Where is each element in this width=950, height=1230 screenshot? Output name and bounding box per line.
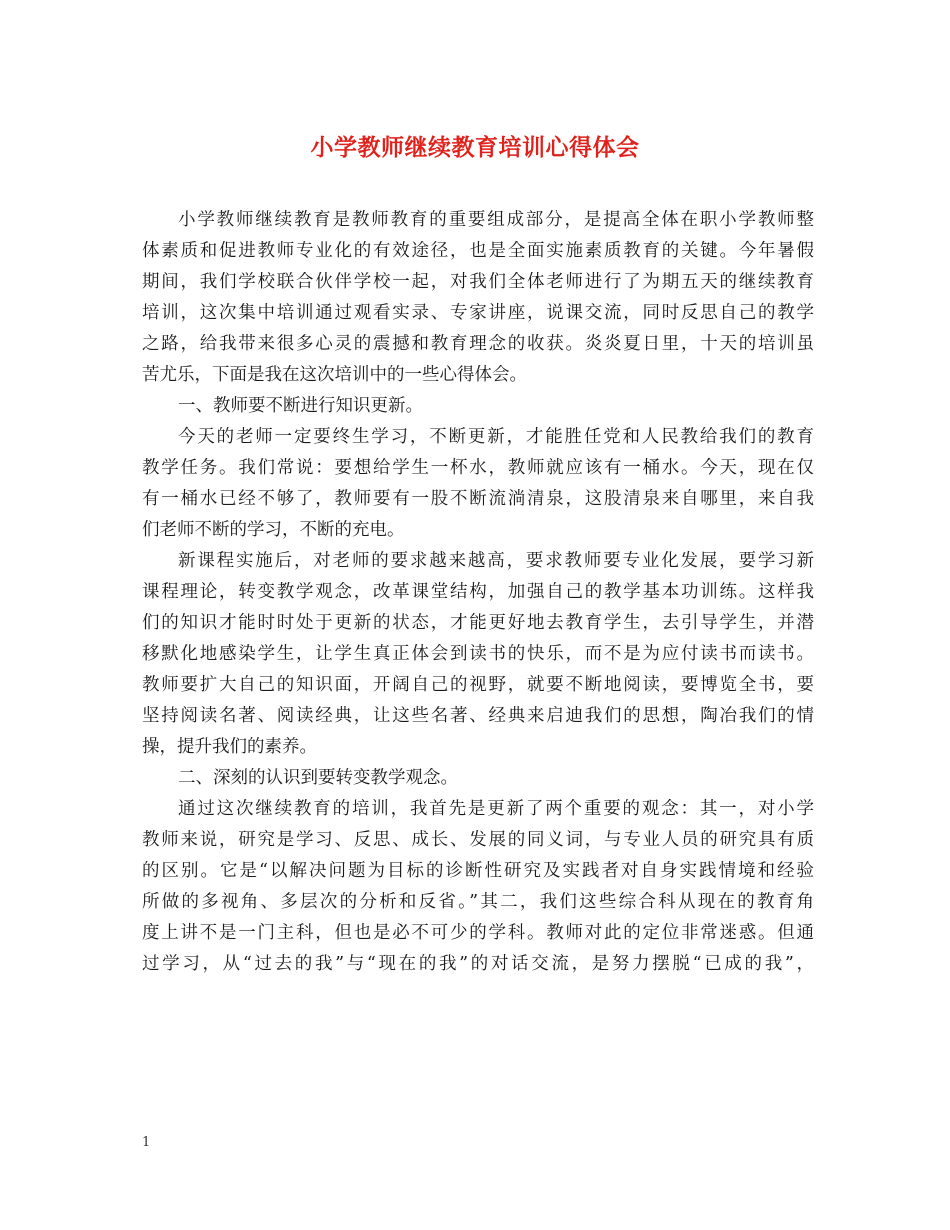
paragraph-line: 教师要扩大自己的知识面，开阔自己的视野，就要不断地阅读，要博览全书，要 — [142, 675, 814, 695]
paragraph-line: 们老师不断的学习，不断的充电。 — [142, 520, 405, 540]
paragraph-line: 苦尤乐，下面是我在这次培训中的一些心得体会。 — [142, 365, 527, 385]
paragraph-line: 移默化地感染学生，让学生真正体会到读书的快乐，而不是为应付读书而读书。 — [142, 644, 814, 664]
paragraph-line: 度上讲不是一门主科，但也是必不可少的学科。教师对此的定位非常迷惑。但通 — [142, 923, 814, 943]
paragraph-line: 之路，给我带来很多心灵的震撼和教育理念的收获。炎炎夏日里，十天的培训虽 — [142, 334, 814, 354]
paragraph-line: 有一桶水已经不够了，教师要有一股不断流淌清泉，这股清泉来自哪里，来自我 — [142, 489, 814, 509]
paragraph-line: 过学习，从“过去的我”与“现在的我”的对话交流，是努力摆脱“已成的我”， — [142, 954, 814, 974]
paragraph-line: 新课程实施后，对老师的要求越来越高，要求教师要专业化发展，要学习新 — [178, 551, 814, 571]
paragraph-line: 们的知识才能时时处于更新的状态，才能更好地去教育学生，去引导学生，并潜 — [142, 613, 814, 633]
paragraph-line: 教学任务。我们常说：要想给学生一杯水，教师就应该有一桶水。今天，现在仅 — [142, 458, 814, 478]
paragraph-line: 小学教师继续教育是教师教育的重要组成部分，是提高全体在职小学教师整 — [178, 210, 814, 230]
paragraph-line: 今天的老师一定要终生学习，不断更新，才能胜任党和人民教给我们的教育 — [178, 427, 814, 447]
paragraph-line: 所做的多视角、多层次的分析和反省。”其二，我们这些综合科从现在的教育角 — [142, 892, 814, 912]
paragraph-line: 期间，我们学校联合伙伴学校一起，对我们全体老师进行了为期五天的继续教育 — [142, 272, 814, 292]
paragraph-line: 通过这次继续教育的培训，我首先是更新了两个重要的观念：其一，对小学 — [178, 799, 814, 819]
paragraph-line: 坚持阅读名著、阅读经典，让这些名著、经典来启迪我们的思想，陶冶我们的情 — [142, 706, 814, 726]
paragraph-line: 体素质和促进教师专业化的有效途径，也是全面实施素质教育的关键。今年暑假 — [142, 241, 814, 261]
paragraph-line: 课程理论，转变教学观念，改革课堂结构，加强自己的教学基本功训练。这样我 — [142, 582, 814, 602]
page-number: 1 — [142, 1135, 151, 1150]
section-heading: 二、深刻的认识到要转变教学观念。 — [178, 768, 458, 788]
paragraph-line: 教师来说，研究是学习、反思、成长、发展的同义词，与专业人员的研究具有质 — [142, 830, 814, 850]
paragraph-line: 操，提升我们的素养。 — [142, 737, 317, 757]
paragraph-line: 培训，这次集中培训通过观看实录、专家讲座，说课交流，同时反思自己的教学 — [142, 303, 814, 323]
paragraph-line: 的区别。它是“以解决问题为目标的诊断性研究及实践者对自身实践情境和经验 — [142, 861, 814, 881]
document-body — [142, 205, 814, 980]
section-heading: 一、教师要不断进行知识更新。 — [178, 396, 423, 416]
document-title: 小学教师继续教育培训心得体会 — [310, 134, 640, 161]
